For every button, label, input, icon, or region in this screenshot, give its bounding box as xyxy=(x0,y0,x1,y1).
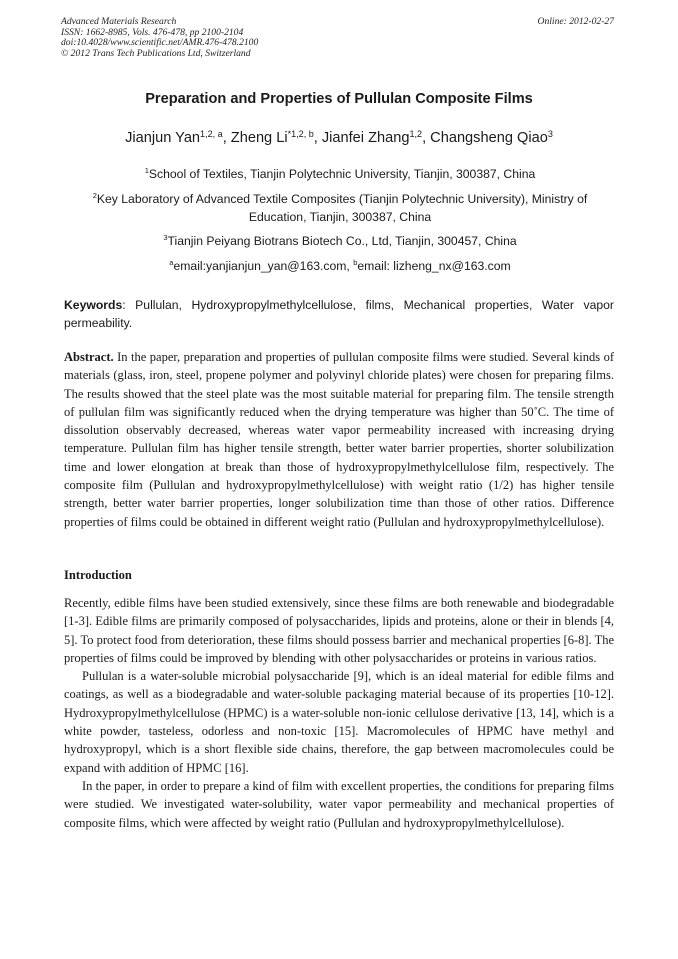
section-heading-introduction: Introduction xyxy=(64,568,132,582)
journal-header xyxy=(61,17,258,59)
journal-name: Advanced Materials Research xyxy=(61,16,177,27)
online-date: Online: 2012-02-27 xyxy=(537,16,614,27)
author-list xyxy=(0,130,678,146)
paper-title: Preparation and Properties of Pullulan Composite Films xyxy=(145,91,533,107)
affiliation-3: $^3$Tianjin Peiyang Biotrans Biotech Co., Ltd, Tianjin, 300457, China xyxy=(163,233,517,248)
author: Zheng Li$^{*1,2, b}$, xyxy=(230,128,322,146)
keywords-label: Keywords xyxy=(64,298,123,312)
author: Changsheng Qiao$^3$ xyxy=(430,128,553,146)
introduction-body xyxy=(64,594,614,832)
abstract-label: Abstract. xyxy=(64,350,114,364)
author-emails: $^a$email:yanjianjun_yan@163.com, $^b$email: lizheng_nx@163.com xyxy=(169,258,511,273)
paragraph: Pullulan is a water-soluble microbial polysaccharide [9], which is an ideal material for edible films and coatings, as well as a biodegradable and water-soluble packaging material because of its properties [10-12]. Hydroxypropylmethylcellulose (HPMC) is a water-soluble non-ionic cellulose derivative [13, 14], which is a white powder, tasteless, odorless and non-toxic [15]. Macromolecules of HPMC have methyl and hydroxypropyl, which is a short flexible side chains, therefore, the gap between macromolecules could be expand with addition of HPMC [16]. xyxy=(64,669,614,775)
keywords-text: : Pullulan, Hydroxypropylmethylcellulose, films, Mechanical properties, Water vapor permeability. xyxy=(64,298,614,330)
issn-line: ISSN: 1662-8985, Vols. 476-478, pp 2100-2104 xyxy=(61,26,244,38)
doi-line: doi:10.4028/www.scientific.net/AMR.476-478.2100 xyxy=(61,37,259,49)
abstract-text: In the paper, preparation and properties of pullulan composite films were studied. Several kinds of materials (glass, iron, steel, propene polymer and polyvinyl chloride plates) were chosen for preparing films. The results showed that the steel plate was the most suitable material for preparing film. The tensile strength of pullulan film was significantly reduced when the drying temperature was higher than 50˚C. The time of dissolution observably decreased, whereas water vapor permeability increased with increasing drying temperature. Pullulan film has higher tensile strength, better water barrier properties, shorter solubilization time and lower elongation at break than those of hydroxypropylmethylcellulose film, respectively. The composite film (Pullulan and hydroxypropylmethylcellulose) with weight ratio (1/2) has higher tensile strength, better water barrier properties, longer solubilization time than those of other ratios. Difference properties of films could be obtained in different weight ratio (Pullulan and hydroxypropylmethylcellulose). xyxy=(64,350,614,529)
copyright-line: © 2012 Trans Tech Publications Ltd, Switzerland xyxy=(61,47,251,59)
author: Jianjun Yan$^{1,2, a}$, xyxy=(125,128,231,146)
author: Jianfei Zhang$^{1,2}$, xyxy=(321,128,431,146)
paragraph: In the paper, in order to prepare a kind of film with excellent properties, the conditions for preparing films were studied. We investigated water-solubility, water vapor permeability and mechanical properties of composite films, which were affected by weight ratio (Pullulan and hydroxypropylmethylcellulose). xyxy=(64,778,614,830)
affiliation-2: $^2$Key Laboratory of Advanced Textile Composites (Tianjin Polytechnic University), Ministry of Education, Tianjin, 300387, China xyxy=(92,191,588,224)
paragraph: Recently, edible films have been studied extensively, since these films are both renewable and biodegradable [1-3]. Edible films are primarily composed of polysaccharides, lipids and proteins, alone or their in blends [4, 5]. To protect food from deterioration, these films should possess barrier and mechanical properties [6-8]. The properties of films could be improved by blending with other polysaccharides or proteins in various ratios. xyxy=(64,596,614,665)
keywords xyxy=(64,296,614,332)
affiliation-1: $^1$School of Textiles, Tianjin Polytechnic University, Tianjin, 300387, China xyxy=(144,166,536,181)
abstract xyxy=(64,348,614,531)
